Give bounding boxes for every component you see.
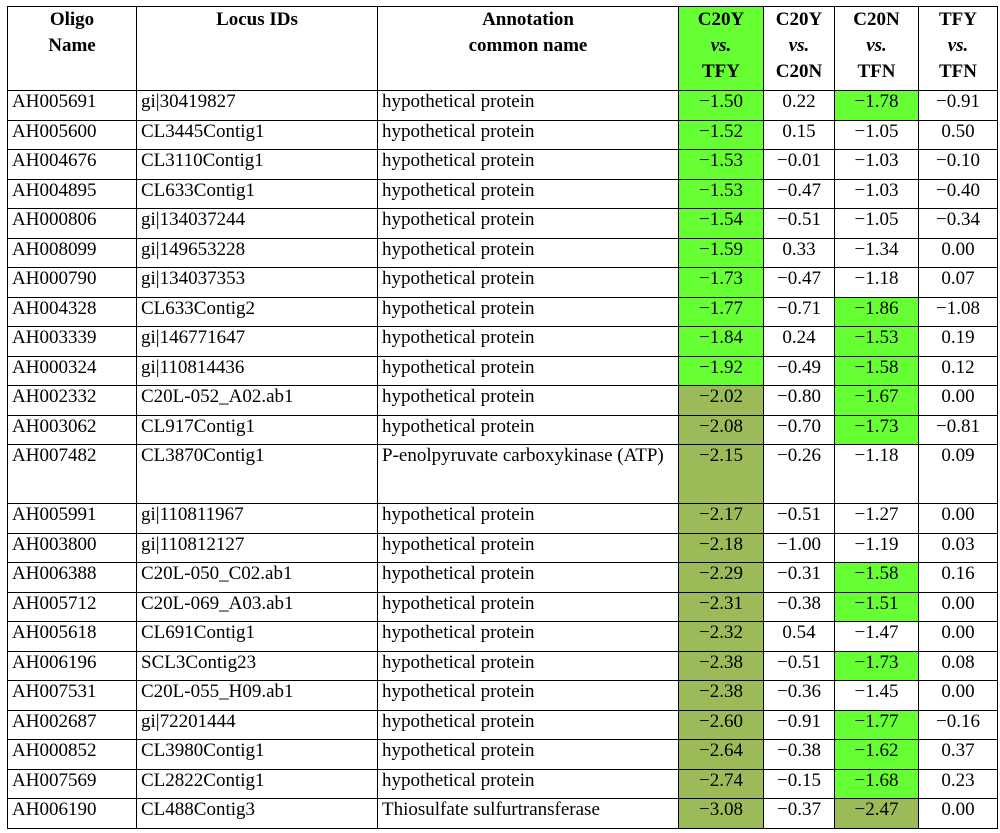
c20y-vs-c20n-cell: −0.51 bbox=[764, 651, 835, 681]
tfy-vs-tfn-cell: 0.37 bbox=[919, 740, 998, 770]
oligo-name-cell: AH002687 bbox=[8, 710, 137, 740]
annotation-cell: hypothetical protein bbox=[378, 681, 679, 711]
c20y-vs-c20n-cell: −0.15 bbox=[764, 769, 835, 799]
tfy-vs-tfn-cell: 0.00 bbox=[919, 799, 998, 829]
oligo-name-cell: AH007569 bbox=[8, 769, 137, 799]
locus-id-cell: C20L-052_A02.ab1 bbox=[137, 386, 378, 416]
tfy-vs-tfn-cell: −0.81 bbox=[919, 415, 998, 445]
table-row bbox=[8, 91, 998, 121]
annotation-cell: hypothetical protein bbox=[378, 415, 679, 445]
oligo-name-cell: AH002332 bbox=[8, 386, 137, 416]
annotation-cell: hypothetical protein bbox=[378, 769, 679, 799]
c20n-vs-tfn-cell: −1.53 bbox=[835, 327, 919, 357]
table-row bbox=[8, 592, 998, 622]
oligo-name-cell: AH000852 bbox=[8, 740, 137, 770]
header-c20n-vs-tfn bbox=[835, 7, 919, 91]
c20n-vs-tfn-cell: −1.62 bbox=[835, 740, 919, 770]
oligo-name-cell: AH005691 bbox=[8, 91, 137, 121]
locus-id-cell: CL3445Contig1 bbox=[137, 120, 378, 150]
c20n-vs-tfn-cell: −1.68 bbox=[835, 769, 919, 799]
annotation-cell: hypothetical protein bbox=[378, 120, 679, 150]
locus-id-cell: gi|146771647 bbox=[137, 327, 378, 357]
table-row bbox=[8, 356, 998, 386]
table-row bbox=[8, 769, 998, 799]
locus-id-cell: CL633Contig1 bbox=[137, 179, 378, 209]
c20n-vs-tfn-cell: −1.78 bbox=[835, 91, 919, 121]
locus-id-cell: gi|30419827 bbox=[137, 91, 378, 121]
c20y-vs-c20n-cell: 0.33 bbox=[764, 238, 835, 268]
header-text: Locus IDs bbox=[216, 9, 298, 30]
tfy-vs-tfn-cell: −0.40 bbox=[919, 179, 998, 209]
annotation-cell: hypothetical protein bbox=[378, 504, 679, 534]
table-row bbox=[8, 238, 998, 268]
c20y-vs-c20n-cell: 0.22 bbox=[764, 91, 835, 121]
c20n-vs-tfn-cell: −1.47 bbox=[835, 622, 919, 652]
c20y-vs-c20n-cell: 0.15 bbox=[764, 120, 835, 150]
tfy-vs-tfn-cell: −0.34 bbox=[919, 209, 998, 239]
c20y-vs-tfy-cell: −1.92 bbox=[679, 356, 764, 386]
oligo-name-cell: AH005600 bbox=[8, 120, 137, 150]
table-row bbox=[8, 327, 998, 357]
locus-id-cell: CL2822Contig1 bbox=[137, 769, 378, 799]
header-text: Annotation bbox=[482, 9, 574, 30]
table-row bbox=[8, 386, 998, 416]
table-row bbox=[8, 150, 998, 180]
oligo-name-cell: AH006190 bbox=[8, 799, 137, 829]
table-row bbox=[8, 415, 998, 445]
annotation-cell: hypothetical protein bbox=[378, 150, 679, 180]
c20y-vs-tfy-cell: −2.02 bbox=[679, 386, 764, 416]
c20n-vs-tfn-cell: −1.19 bbox=[835, 533, 919, 563]
oligo-name-cell: AH004328 bbox=[8, 297, 137, 327]
header-c20y-vs-c20n bbox=[764, 7, 835, 91]
header-text: Oligo bbox=[49, 9, 95, 30]
tfy-vs-tfn-cell: −0.91 bbox=[919, 91, 998, 121]
table-row bbox=[8, 445, 998, 504]
expression-table bbox=[7, 6, 998, 829]
c20n-vs-tfn-cell: −1.05 bbox=[835, 209, 919, 239]
tfy-vs-tfn-cell: 0.00 bbox=[919, 592, 998, 622]
c20y-vs-c20n-cell: −0.91 bbox=[764, 710, 835, 740]
annotation-cell: hypothetical protein bbox=[378, 651, 679, 681]
table-row bbox=[8, 268, 998, 298]
c20y-vs-c20n-cell: −0.01 bbox=[764, 150, 835, 180]
oligo-name-cell: AH005618 bbox=[8, 622, 137, 652]
c20n-vs-tfn-cell: −1.73 bbox=[835, 651, 919, 681]
c20n-vs-tfn-cell: −1.67 bbox=[835, 386, 919, 416]
oligo-name-cell: AH003800 bbox=[8, 533, 137, 563]
c20y-vs-c20n-cell: −0.38 bbox=[764, 592, 835, 622]
c20n-vs-tfn-cell: −1.73 bbox=[835, 415, 919, 445]
table-row bbox=[8, 120, 998, 150]
oligo-name-cell: AH003062 bbox=[8, 415, 137, 445]
c20y-vs-tfy-cell: −1.53 bbox=[679, 179, 764, 209]
table-row bbox=[8, 297, 998, 327]
c20n-vs-tfn-cell: −1.05 bbox=[835, 120, 919, 150]
c20y-vs-tfy-cell: −2.15 bbox=[679, 445, 764, 504]
tfy-vs-tfn-cell: 0.00 bbox=[919, 386, 998, 416]
c20n-vs-tfn-cell: −1.45 bbox=[835, 681, 919, 711]
locus-id-cell: CL488Contig3 bbox=[137, 799, 378, 829]
tfy-vs-tfn-cell: −0.16 bbox=[919, 710, 998, 740]
annotation-cell: hypothetical protein bbox=[378, 563, 679, 593]
locus-id-cell: C20L-069_A03.ab1 bbox=[137, 592, 378, 622]
header-locus-ids bbox=[137, 7, 378, 91]
locus-id-cell: CL3870Contig1 bbox=[137, 445, 378, 504]
c20y-vs-c20n-cell: −0.37 bbox=[764, 799, 835, 829]
table-row bbox=[8, 710, 998, 740]
table-row bbox=[8, 563, 998, 593]
c20y-vs-c20n-cell: 0.24 bbox=[764, 327, 835, 357]
c20n-vs-tfn-cell: −1.03 bbox=[835, 179, 919, 209]
c20y-vs-tfy-cell: −2.32 bbox=[679, 622, 764, 652]
c20y-vs-tfy-cell: −2.17 bbox=[679, 504, 764, 534]
c20y-vs-tfy-cell: −2.18 bbox=[679, 533, 764, 563]
locus-id-cell: SCL3Contig23 bbox=[137, 651, 378, 681]
c20n-vs-tfn-cell: −1.34 bbox=[835, 238, 919, 268]
annotation-cell: hypothetical protein bbox=[378, 327, 679, 357]
locus-id-cell: CL3980Contig1 bbox=[137, 740, 378, 770]
c20n-vs-tfn-cell: −1.27 bbox=[835, 504, 919, 534]
header-text: C20Y bbox=[775, 9, 823, 30]
header-text: common name bbox=[468, 35, 588, 56]
header-tfy-vs-tfn bbox=[919, 7, 998, 91]
header-text: C20N bbox=[853, 9, 900, 30]
c20y-vs-tfy-cell: −1.54 bbox=[679, 209, 764, 239]
annotation-cell: hypothetical protein bbox=[378, 740, 679, 770]
c20n-vs-tfn-cell: −1.51 bbox=[835, 592, 919, 622]
header-text: Name bbox=[48, 35, 96, 56]
c20n-vs-tfn-cell: −1.03 bbox=[835, 150, 919, 180]
c20y-vs-c20n-cell: −0.47 bbox=[764, 268, 835, 298]
oligo-name-cell: AH000790 bbox=[8, 268, 137, 298]
c20y-vs-tfy-cell: −3.08 bbox=[679, 799, 764, 829]
oligo-name-cell: AH006196 bbox=[8, 651, 137, 681]
oligo-name-cell: AH000806 bbox=[8, 209, 137, 239]
header-text: TFY bbox=[939, 9, 977, 30]
locus-id-cell: CL3110Contig1 bbox=[137, 150, 378, 180]
header-text: TFN bbox=[939, 61, 977, 82]
oligo-name-cell: AH006388 bbox=[8, 563, 137, 593]
annotation-cell: hypothetical protein bbox=[378, 386, 679, 416]
locus-id-cell: C20L-050_C02.ab1 bbox=[137, 563, 378, 593]
annotation-cell: hypothetical protein bbox=[378, 209, 679, 239]
locus-id-cell: gi|149653228 bbox=[137, 238, 378, 268]
table-row bbox=[8, 179, 998, 209]
tfy-vs-tfn-cell: 0.19 bbox=[919, 327, 998, 357]
c20y-vs-c20n-cell: −0.49 bbox=[764, 356, 835, 386]
oligo-name-cell: AH005712 bbox=[8, 592, 137, 622]
oligo-name-cell: AH007482 bbox=[8, 445, 137, 504]
c20y-vs-tfy-cell: −1.77 bbox=[679, 297, 764, 327]
annotation-cell: hypothetical protein bbox=[378, 533, 679, 563]
c20y-vs-tfy-cell: −2.31 bbox=[679, 592, 764, 622]
locus-id-cell: gi|110814436 bbox=[137, 356, 378, 386]
table-body bbox=[8, 91, 998, 829]
tfy-vs-tfn-cell: 0.23 bbox=[919, 769, 998, 799]
tfy-vs-tfn-cell: 0.50 bbox=[919, 120, 998, 150]
tfy-vs-tfn-cell: 0.00 bbox=[919, 622, 998, 652]
oligo-name-cell: AH004895 bbox=[8, 179, 137, 209]
tfy-vs-tfn-cell: 0.07 bbox=[919, 268, 998, 298]
c20y-vs-c20n-cell: −0.36 bbox=[764, 681, 835, 711]
c20y-vs-c20n-cell: −0.51 bbox=[764, 209, 835, 239]
c20y-vs-c20n-cell: −0.26 bbox=[764, 445, 835, 504]
oligo-name-cell: AH008099 bbox=[8, 238, 137, 268]
c20y-vs-tfy-cell: −1.52 bbox=[679, 120, 764, 150]
c20y-vs-c20n-cell: −0.80 bbox=[764, 386, 835, 416]
annotation-cell: hypothetical protein bbox=[378, 622, 679, 652]
table-row bbox=[8, 209, 998, 239]
c20n-vs-tfn-cell: −2.47 bbox=[835, 799, 919, 829]
c20y-vs-c20n-cell: 0.54 bbox=[764, 622, 835, 652]
locus-id-cell: CL633Contig2 bbox=[137, 297, 378, 327]
header-vs: vs. bbox=[866, 35, 887, 56]
c20n-vs-tfn-cell: −1.58 bbox=[835, 356, 919, 386]
c20y-vs-tfy-cell: −2.08 bbox=[679, 415, 764, 445]
oligo-name-cell: AH003339 bbox=[8, 327, 137, 357]
c20y-vs-c20n-cell: −0.38 bbox=[764, 740, 835, 770]
table-row bbox=[8, 651, 998, 681]
table-row bbox=[8, 681, 998, 711]
c20y-vs-c20n-cell: −0.31 bbox=[764, 563, 835, 593]
locus-id-cell: gi|134037244 bbox=[137, 209, 378, 239]
oligo-name-cell: AH005991 bbox=[8, 504, 137, 534]
c20y-vs-tfy-cell: −2.29 bbox=[679, 563, 764, 593]
annotation-cell: Thiosulfate sulfurtransferase bbox=[378, 799, 679, 829]
header-vs: vs. bbox=[788, 35, 810, 56]
c20y-vs-tfy-cell: −2.60 bbox=[679, 710, 764, 740]
locus-id-cell: C20L-055_H09.ab1 bbox=[137, 681, 378, 711]
table-row bbox=[8, 799, 998, 829]
table-row bbox=[8, 504, 998, 534]
annotation-cell: hypothetical protein bbox=[378, 268, 679, 298]
c20y-vs-tfy-cell: −2.38 bbox=[679, 651, 764, 681]
locus-id-cell: gi|110812127 bbox=[137, 533, 378, 563]
header-vs: vs. bbox=[710, 35, 732, 56]
header-text: C20Y bbox=[697, 9, 745, 30]
annotation-cell: hypothetical protein bbox=[378, 91, 679, 121]
c20y-vs-tfy-cell: −1.53 bbox=[679, 150, 764, 180]
annotation-cell: hypothetical protein bbox=[378, 356, 679, 386]
tfy-vs-tfn-cell: 0.00 bbox=[919, 681, 998, 711]
c20y-vs-tfy-cell: −1.59 bbox=[679, 238, 764, 268]
header-text: TFY bbox=[702, 61, 740, 82]
header-c20y-vs-tfy bbox=[679, 7, 764, 91]
table-row bbox=[8, 533, 998, 563]
tfy-vs-tfn-cell: 0.16 bbox=[919, 563, 998, 593]
c20n-vs-tfn-cell: −1.18 bbox=[835, 445, 919, 504]
c20n-vs-tfn-cell: −1.86 bbox=[835, 297, 919, 327]
table-row bbox=[8, 622, 998, 652]
c20n-vs-tfn-cell: −1.77 bbox=[835, 710, 919, 740]
annotation-cell: hypothetical protein bbox=[378, 592, 679, 622]
locus-id-cell: gi|134037353 bbox=[137, 268, 378, 298]
tfy-vs-tfn-cell: 0.09 bbox=[919, 445, 998, 504]
annotation-cell: hypothetical protein bbox=[378, 238, 679, 268]
c20y-vs-c20n-cell: −0.70 bbox=[764, 415, 835, 445]
oligo-name-cell: AH004676 bbox=[8, 150, 137, 180]
annotation-cell: P-enolpyruvate carboxykinase (ATP) bbox=[378, 445, 679, 504]
header-oligo-name bbox=[8, 7, 137, 91]
header-text: C20N bbox=[775, 61, 823, 82]
c20y-vs-c20n-cell: −0.71 bbox=[764, 297, 835, 327]
locus-id-cell: CL917Contig1 bbox=[137, 415, 378, 445]
tfy-vs-tfn-cell: 0.08 bbox=[919, 651, 998, 681]
header-text: TFN bbox=[857, 61, 896, 82]
table-row bbox=[8, 740, 998, 770]
c20y-vs-c20n-cell: −0.51 bbox=[764, 504, 835, 534]
annotation-cell: hypothetical protein bbox=[378, 710, 679, 740]
tfy-vs-tfn-cell: 0.12 bbox=[919, 356, 998, 386]
oligo-name-cell: AH000324 bbox=[8, 356, 137, 386]
c20y-vs-tfy-cell: −2.64 bbox=[679, 740, 764, 770]
tfy-vs-tfn-cell: 0.00 bbox=[919, 238, 998, 268]
annotation-cell: hypothetical protein bbox=[378, 297, 679, 327]
c20y-vs-c20n-cell: −1.00 bbox=[764, 533, 835, 563]
c20y-vs-tfy-cell: −1.84 bbox=[679, 327, 764, 357]
c20y-vs-tfy-cell: −1.50 bbox=[679, 91, 764, 121]
c20n-vs-tfn-cell: −1.58 bbox=[835, 563, 919, 593]
tfy-vs-tfn-cell: 0.03 bbox=[919, 533, 998, 563]
c20y-vs-c20n-cell: −0.47 bbox=[764, 179, 835, 209]
locus-id-cell: gi|72201444 bbox=[137, 710, 378, 740]
tfy-vs-tfn-cell: −0.10 bbox=[919, 150, 998, 180]
locus-id-cell: CL691Contig1 bbox=[137, 622, 378, 652]
header-row bbox=[8, 7, 998, 91]
annotation-cell: hypothetical protein bbox=[378, 179, 679, 209]
locus-id-cell: gi|110811967 bbox=[137, 504, 378, 534]
tfy-vs-tfn-cell: 0.00 bbox=[919, 504, 998, 534]
header-annotation bbox=[378, 7, 679, 91]
c20y-vs-tfy-cell: −1.73 bbox=[679, 268, 764, 298]
header-vs: vs. bbox=[947, 35, 969, 56]
oligo-name-cell: AH007531 bbox=[8, 681, 137, 711]
c20n-vs-tfn-cell: −1.18 bbox=[835, 268, 919, 298]
tfy-vs-tfn-cell: −1.08 bbox=[919, 297, 998, 327]
c20y-vs-tfy-cell: −2.38 bbox=[679, 681, 764, 711]
c20y-vs-tfy-cell: −2.74 bbox=[679, 769, 764, 799]
